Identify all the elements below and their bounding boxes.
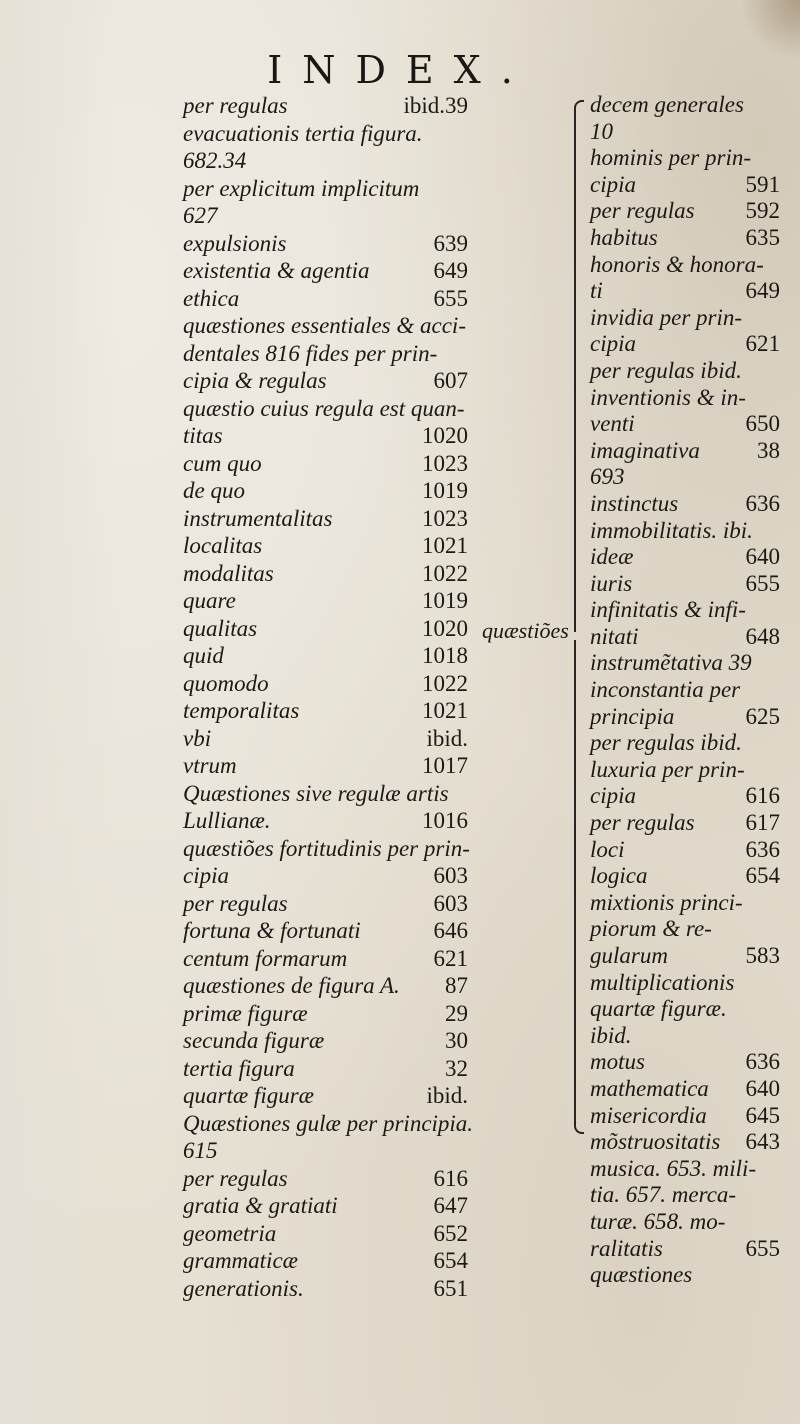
entry-text: immobilitatis. ibi. (590, 517, 753, 543)
index-entry (183, 367, 468, 395)
index-entry (590, 92, 780, 119)
entry-page: 1020 (422, 615, 468, 641)
entry-text: Quæstiones gulæ per principia. (183, 1110, 474, 1136)
index-entry (183, 505, 468, 533)
index-entry (183, 450, 468, 478)
entry-text: tertia figura (183, 1055, 295, 1081)
entry-text: per regulas (183, 1165, 288, 1191)
entry-page: 617 (745, 810, 780, 836)
index-entry (590, 943, 780, 970)
entry-page: ibid.39 (403, 93, 468, 118)
entry-text: de quo (183, 478, 245, 503)
right-index-column (590, 92, 780, 1289)
entry-text: motus (590, 1049, 645, 1075)
entry-page: 87 (445, 973, 468, 998)
index-entry (590, 730, 780, 757)
entry-text: cipia (590, 171, 636, 197)
page-header: INDEX. (267, 48, 533, 92)
entry-page: 607 (433, 368, 468, 393)
index-entry (183, 257, 468, 285)
entry-text: 615 (183, 1138, 218, 1163)
index-entry (183, 1082, 468, 1110)
index-entry (183, 147, 468, 175)
entry-page: 1023 (422, 505, 468, 531)
entry-page: 649 (433, 258, 468, 283)
entry-text: luxuria per prin- (590, 756, 745, 782)
entry-page: 647 (433, 1193, 468, 1218)
entry-text: expulsionis (183, 230, 287, 256)
entry-page: 643 (745, 1129, 780, 1155)
index-entry (590, 145, 780, 172)
index-entry (590, 704, 780, 731)
entry-page: 639 (433, 230, 468, 256)
index-entry (183, 945, 468, 973)
index-entry (590, 650, 780, 677)
entry-text: ideæ (590, 544, 634, 570)
entry-text: quæstiões fortitudinis per prin- (183, 835, 470, 861)
entry-page: 583 (745, 943, 780, 968)
index-entry (590, 491, 780, 518)
entry-text: geometria (183, 1220, 277, 1246)
index-entry (590, 624, 780, 651)
entry-text: logica (590, 863, 648, 889)
entry-text: existentia & agentia (183, 258, 370, 283)
entry-text: quartæ figuræ (183, 1083, 315, 1108)
index-entry (590, 1129, 780, 1156)
entry-text: per explicitum implicitum (183, 175, 420, 201)
entry-text: infinitatis & infi- (590, 597, 746, 623)
entry-page: 38 (757, 437, 780, 463)
entry-text: qualitas (183, 615, 258, 641)
entry-page: 648 (745, 623, 780, 649)
entry-page: 636 (745, 1049, 780, 1075)
index-entry (183, 120, 468, 148)
page-shading (0, 0, 120, 1424)
index-entry (183, 92, 468, 120)
index-entry (590, 358, 780, 385)
entry-text: inconstantia per (590, 677, 741, 703)
index-entry (590, 305, 780, 332)
brace-upper (574, 100, 584, 632)
index-entry (183, 615, 468, 643)
entry-page: 1018 (422, 643, 468, 668)
index-entry (590, 1182, 780, 1209)
entry-text: 627 (183, 203, 218, 228)
entry-text: decem generales (590, 92, 744, 117)
entry-page: 636 (745, 836, 780, 862)
index-entry (183, 532, 468, 560)
entry-text: generationis. (183, 1275, 304, 1301)
index-entry (590, 677, 780, 704)
index-entry (183, 1055, 468, 1083)
entry-text: principia (590, 703, 675, 729)
entry-page: 30 (445, 1028, 468, 1053)
entry-text: temporalitas (183, 698, 300, 723)
entry-text: piorum & re- (590, 916, 712, 942)
entry-text: cum quo (183, 450, 262, 476)
index-entry (590, 597, 780, 624)
entry-text: ti (590, 278, 603, 304)
index-entry (590, 331, 780, 358)
index-entry (183, 642, 468, 670)
entry-text: turæ. 658. mo- (590, 1208, 726, 1234)
index-entry (183, 670, 468, 698)
index-entry (183, 807, 468, 835)
entry-page: 1019 (422, 588, 468, 613)
entry-text: loci (590, 836, 625, 862)
index-entry (590, 1103, 780, 1130)
index-entry (590, 1156, 780, 1183)
entry-text: instrumentalitas (183, 505, 333, 531)
entry-text: evacuationis tertia figura. (183, 120, 423, 146)
index-entry (590, 757, 780, 784)
index-entry (590, 119, 780, 146)
entry-page: 1016 (422, 808, 468, 833)
entry-text: per regulas (183, 93, 288, 118)
index-entry (183, 1110, 474, 1138)
index-entry (590, 278, 780, 305)
index-entry (590, 464, 780, 491)
entry-text: gularum (590, 943, 668, 968)
entry-text: quare (183, 588, 236, 613)
index-entry (183, 1027, 468, 1055)
index-entry (590, 385, 780, 412)
entry-text: cipia (590, 331, 636, 357)
entry-page: 592 (745, 198, 780, 224)
index-entry (183, 422, 468, 450)
index-entry (183, 312, 468, 340)
entry-text: quartæ figuræ. (590, 996, 727, 1022)
entry-text: vbi (183, 725, 212, 751)
index-entry (590, 544, 780, 571)
entry-text: multiplicationis (590, 969, 735, 995)
entry-page: ibid. (426, 1083, 468, 1108)
entry-text: 10 (590, 118, 613, 144)
entry-page: 591 (745, 171, 780, 197)
index-entry (183, 202, 468, 230)
entry-text: cipia (590, 783, 636, 809)
index-entry (183, 560, 468, 588)
entry-page: 655 (745, 570, 780, 596)
entry-page: ibid. (426, 725, 468, 751)
entry-page: 1022 (422, 560, 468, 586)
entry-page: 654 (433, 1248, 468, 1273)
index-entry (590, 252, 780, 279)
index-entry (183, 477, 468, 505)
entry-text: primæ figuræ (183, 1000, 308, 1026)
entry-text: secunda figuræ (183, 1028, 325, 1053)
entry-text: Quæstiones sive regulæ artis (183, 780, 449, 806)
entry-text: mathematica (590, 1075, 709, 1101)
entry-page: 625 (745, 703, 780, 729)
entry-text: musica. 653. mili- (590, 1155, 757, 1181)
entry-text: vtrum (183, 753, 237, 778)
entry-page: 1023 (422, 450, 468, 476)
index-entry (590, 996, 780, 1023)
index-entry (183, 780, 468, 808)
entry-text: imaginativa (590, 437, 700, 463)
entry-text: quæstiones (590, 1262, 693, 1288)
index-entry (183, 1137, 468, 1165)
entry-text: localitas (183, 533, 263, 558)
entry-page: 636 (745, 490, 780, 516)
entry-text: habitus (590, 224, 658, 250)
brace-lower (574, 640, 584, 1134)
entry-page: 640 (745, 1075, 780, 1101)
index-entry (590, 411, 780, 438)
entry-page: 29 (445, 1000, 468, 1026)
index-entry (590, 438, 780, 465)
index-entry (183, 725, 468, 753)
index-entry (590, 1049, 780, 1076)
entry-page: 616 (433, 1165, 468, 1191)
entry-text: mõstruositatis (590, 1129, 721, 1155)
entry-text: dentales 816 fides per prin- (183, 340, 438, 366)
entry-page: 635 (745, 224, 780, 250)
entry-text: 682.34 (183, 148, 247, 173)
entry-text: mixtionis princi- (590, 889, 743, 915)
entry-text: per regulas (183, 890, 288, 916)
index-entry (590, 518, 780, 545)
entry-text: fortuna & fortunati (183, 918, 361, 943)
entry-page: 603 (433, 863, 468, 888)
index-entry (590, 863, 780, 890)
index-entry (183, 1275, 468, 1303)
index-entry (590, 970, 780, 997)
entry-page: 655 (745, 1235, 780, 1261)
entry-page: 650 (745, 411, 780, 437)
entry-text: ibid. (590, 1022, 632, 1048)
entry-page: 1021 (422, 533, 468, 558)
entry-text: quæstiones de figura A. (183, 973, 400, 998)
entry-page: 32 (445, 1055, 468, 1081)
index-entry (183, 752, 468, 780)
entry-page: 603 (433, 890, 468, 916)
entry-text: 693 (590, 464, 625, 490)
entry-text: per regulas ibid. (590, 730, 742, 756)
entry-text: ethica (183, 285, 240, 311)
entry-text: misericordia (590, 1102, 707, 1128)
index-entry (590, 837, 780, 864)
entry-page: 1017 (422, 753, 468, 778)
entry-text: honoris & honora- (590, 251, 764, 277)
entry-text: nitati (590, 623, 639, 649)
entry-page: 640 (745, 544, 780, 570)
entry-text: titas (183, 423, 223, 448)
index-entry (183, 972, 468, 1000)
entry-text: quid (183, 643, 224, 668)
brace-label: quæstiões (482, 618, 569, 643)
entry-text: per regulas (590, 810, 695, 836)
index-entry (183, 1000, 468, 1028)
index-entry (183, 697, 468, 725)
entry-text: gratia & gratiati (183, 1193, 338, 1218)
index-entry (183, 862, 468, 890)
entry-page: 616 (745, 783, 780, 809)
entry-text: tia. 657. merca- (590, 1182, 737, 1208)
index-entry (183, 587, 468, 615)
index-entry (183, 917, 468, 945)
index-entry (590, 1076, 780, 1103)
entry-page: 621 (745, 331, 780, 357)
entry-text: ralitatis (590, 1235, 663, 1261)
index-entry (183, 230, 468, 258)
entry-text: cipia & regulas (183, 368, 327, 393)
entry-text: iuris (590, 570, 633, 596)
entry-text: quæstio cuius regula est quan- (183, 395, 465, 421)
index-entry (590, 571, 780, 598)
index-entry (590, 890, 780, 917)
index-entry (590, 172, 780, 199)
index-entry (590, 783, 780, 810)
entry-text: modalitas (183, 560, 274, 586)
entry-page: 645 (745, 1102, 780, 1128)
entry-page: 1020 (422, 423, 468, 448)
index-entry (183, 1247, 468, 1275)
entry-page: 1022 (422, 670, 468, 696)
entry-text: quomodo (183, 670, 269, 696)
entry-text: centum formarum (183, 945, 348, 971)
index-entry (590, 810, 780, 837)
entry-page: 651 (433, 1275, 468, 1301)
entry-page: 655 (433, 285, 468, 311)
entry-page: 646 (433, 918, 468, 943)
index-entry (183, 835, 468, 863)
index-entry (590, 916, 780, 943)
entry-text: instinctus (590, 490, 679, 516)
entry-text: hominis per prin- (590, 145, 751, 171)
entry-text: grammaticæ (183, 1248, 298, 1273)
entry-text: per regulas (590, 198, 695, 224)
entry-page: 1021 (422, 698, 468, 723)
index-entry (183, 1220, 468, 1248)
entry-page: 649 (745, 278, 780, 304)
index-entry (183, 175, 468, 203)
entry-text: venti (590, 411, 635, 437)
left-index-column (183, 92, 474, 1302)
entry-page: 1019 (422, 478, 468, 503)
index-entry (590, 1236, 780, 1263)
entry-page: 654 (745, 863, 780, 889)
index-entry (183, 340, 468, 368)
index-entry (183, 285, 468, 313)
index-entry (183, 890, 468, 918)
index-entry (590, 1262, 780, 1289)
entry-text: instrumẽtativa 39 (590, 650, 752, 676)
entry-text: per regulas ibid. (590, 357, 742, 383)
entry-text: inventionis & in- (590, 384, 746, 410)
index-entry (183, 1192, 468, 1220)
entry-text: quæstiones essentiales & acci- (183, 313, 466, 338)
index-entry (590, 1209, 780, 1236)
index-entry (183, 1165, 468, 1193)
entry-text: cipia (183, 863, 229, 888)
entry-page: 621 (433, 945, 468, 971)
index-entry (590, 198, 780, 225)
index-entry (590, 1023, 780, 1050)
index-entry (183, 395, 468, 423)
entry-page: 652 (433, 1220, 468, 1246)
index-entry (590, 225, 780, 252)
entry-text: Lullianæ. (183, 808, 271, 833)
entry-text: invidia per prin- (590, 304, 743, 330)
